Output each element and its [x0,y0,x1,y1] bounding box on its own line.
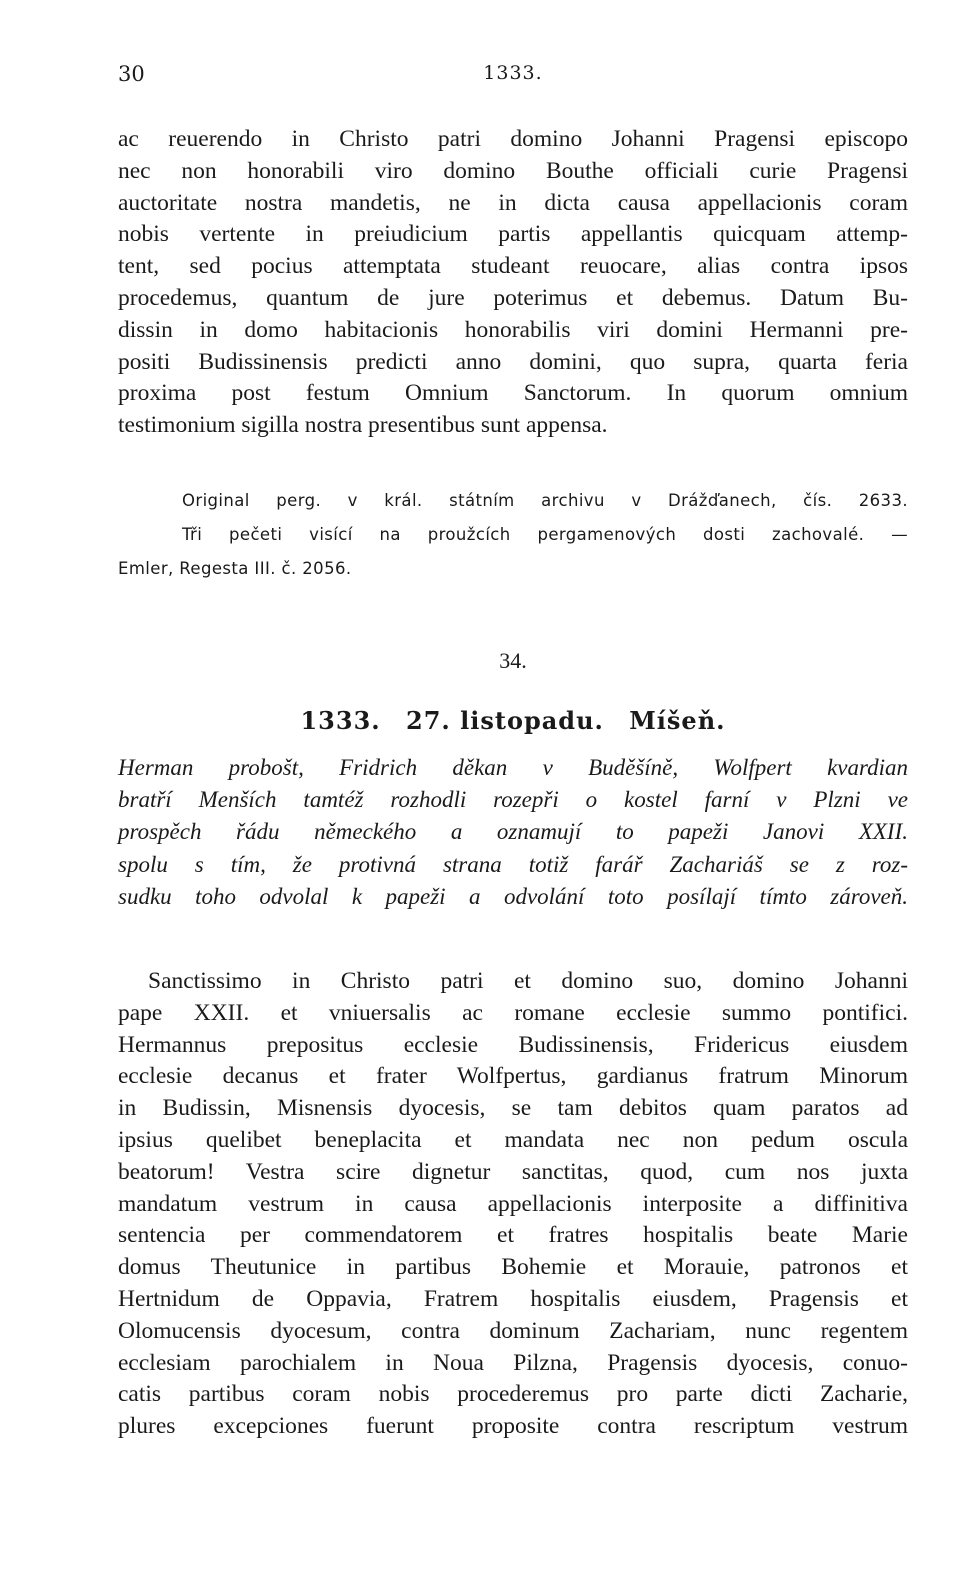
note-line: Tři pečeti visící na proužcích pergamenových dosti zachovalé. — [182,525,908,544]
text-line: Olomucensis dyocesum, contra dominum Zachariam, nunc regentem [118,1317,908,1344]
text-line: nec non honorabili viro domino Bouthe officiali curie Pragensi [118,157,908,184]
page-number: 30 [118,62,145,86]
regest-line: prospěch řádu německého a oznamují to papeži Janovi XXII. [118,819,908,845]
regest-line: spolu s tím, že protivná strana totiž farář Zachariáš se z roz- [118,851,908,877]
text-line: procedemus, quantum de jure poterimus et debemus. Datum Bu- [118,284,908,311]
text-line: dissin in domo habitacionis honorabilis viri domini Hermanni pre- [118,316,908,343]
text-line: ac reuerendo in Christo patri domino Johanni Pragensi episcopo [118,126,908,152]
document-text [118,966,908,1443]
body-text-continuation [118,124,908,442]
regest-line: sudku toho odvolal k papeži a odvolání toto posílají tímto zároveň. [118,883,908,909]
regest-line: bratří Menších tamtéž rozhodli rozepři o kostel farní v Plzni ve [118,787,908,813]
running-year: 1333. [483,62,543,84]
text-line: pape XXII. et vniuersalis ac romane ecclesie summo pontifici. [118,999,908,1026]
text-line: domus Theutunice in partibus Bohemie et Morauie, patronos et [118,1254,908,1281]
text-line: testimonium sigilla nostra presentibus sunt appensa. [118,412,608,439]
text-line: positi Budissinensis predicti anno domini, quo supra, quarta feria [118,348,908,375]
text-line: catis partibus coram nobis procederemus pro parte dicti Zacharie, [118,1381,908,1408]
text-line: auctoritate nostra mandetis, ne in dicta causa appellacionis coram [118,189,908,216]
text-line: Hermannus prepositus ecclesie Budissinensis, Fridericus eiusdem [118,1031,908,1058]
text-line: ipsius quelibet beneplacita et mandata nec non pedum oscula [118,1126,908,1153]
archival-note [118,484,908,586]
text-line: in Budissin, Misnensis dyocesis, se tam debitos quam paratos ad [118,1095,908,1122]
regest-line: Herman probošt, Fridrich děkan v Buděšíně, Wolfpert kvardian [118,755,908,780]
document-heading [118,706,908,735]
text-line: proxima post festum Omnium Sanctorum. In quorum omnium [118,380,908,407]
text-line: tent, sed pocius attemptata studeant reuocare, alias contra ipsos [118,253,908,280]
text-line: beatorum! Vestra scire dignetur sanctitas, quod, cum nos juxta [118,1158,908,1185]
running-head [118,62,908,92]
text-line: nobis vertente in preiudicium partis appellantis quicquam attemp- [118,221,908,248]
document-number: 34. [499,648,527,673]
regest-summary [118,752,908,913]
text-line: ecclesiam parochialem in Noua Pilzna, Pragensis dyocesis, conuo- [118,1349,908,1376]
note-line: Emler, Regesta III. č. 2056. [118,559,352,578]
document-place: Míšeň. [629,706,726,735]
document-date: 27. listopadu. [406,706,604,735]
text-line: plures excepciones fuerunt proposite contra rescriptum vestrum [118,1413,908,1440]
note-line: Original perg. v král. státním archivu v Drážďanech, čís. 2633. [182,491,908,510]
text-line: mandatum vestrum in causa appellacionis interposite a diffinitiva [118,1190,908,1217]
text-line: sentencia per commendatorem et fratres hospitalis beate Marie [118,1222,908,1249]
document-year: 1333. [300,706,381,735]
text-line: ecclesie decanus et frater Wolfpertus, gardianus fratrum Minorum [118,1063,908,1090]
text-line: Sanctissimo in Christo patri et domino suo, domino Johanni [148,968,908,994]
text-line: Hertnidum de Oppavia, Fratrem hospitalis eiusdem, Pragensis et [118,1285,908,1312]
